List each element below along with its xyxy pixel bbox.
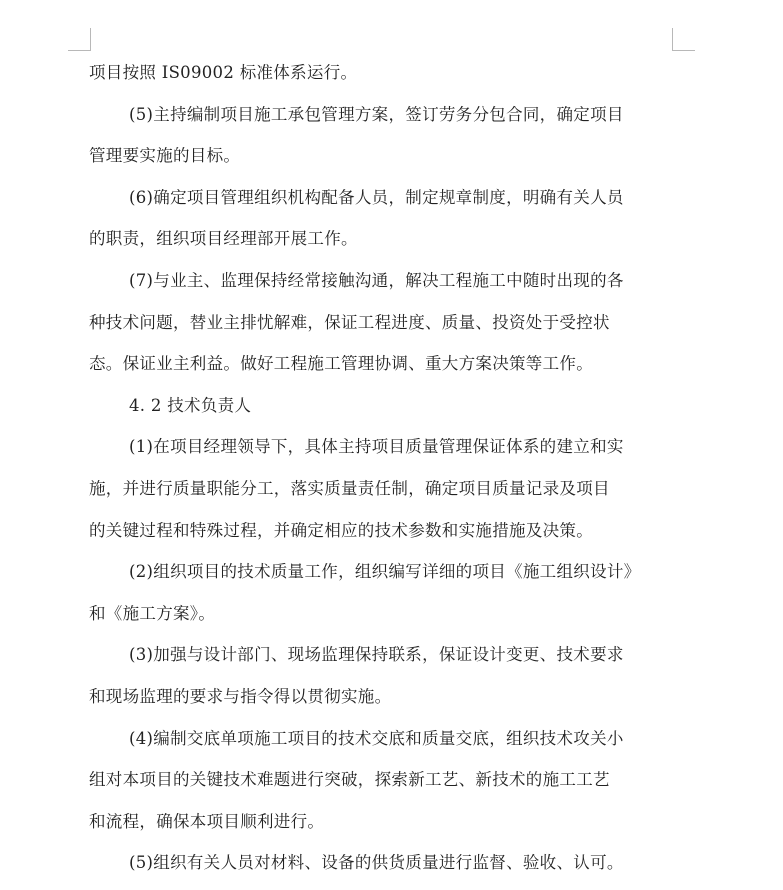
text-line: 种技术问题，替业主排忧解难，保证工程进度、质量、投资处于受控状 [89, 312, 610, 332]
text-line: 的关键过程和特殊过程，并确定相应的技术参数和实施措施及决策。 [89, 520, 593, 540]
text-line: (2)组织项目的技术质量工作，组织编写详细的项目《施工组织设计》 [129, 562, 641, 582]
text-line: 和现场监理的要求与指令得以贯彻实施。 [89, 686, 392, 706]
document-body[interactable] [89, 58, 689, 890]
text-line: 管理要实施的目标。 [89, 146, 241, 166]
text-line: (4)编制交底单项施工项目的技术交底和质量交底，组织技术攻关小 [129, 728, 624, 748]
text-line: 的职责，组织项目经理部开展工作。 [89, 229, 358, 249]
margin-corner-mark-left [68, 28, 91, 51]
text-line: (5)组织有关人员对材料、设备的供货质量进行监督、验收、认可。 [129, 853, 624, 873]
text-line: 项目按照 IS09002 标准体系运行。 [89, 63, 358, 82]
margin-corner-mark-right [672, 28, 695, 51]
text-line: 和《施工方案》。 [89, 603, 216, 623]
text-line: (7)与业主、监理保持经常接触沟通，解决工程施工中随时出现的各 [129, 270, 624, 290]
text-line: (6)确定项目管理组织机构配备人员，制定规章制度，明确有关人员 [129, 187, 624, 207]
text-line: 态。保证业主利益。做好工程施工管理协调、重大方案决策等工作。 [89, 354, 593, 374]
text-line: 施，并进行质量职能分工，落实质量责任制，确定项目质量记录及项目 [89, 478, 610, 498]
text-line: 和流程，确保本项目顺利进行。 [89, 811, 325, 831]
text-line: (3)加强与设计部门、现场监理保持联系，保证设计变更、技术要求 [129, 645, 624, 665]
text-line: (5)主持编制项目施工承包管理方案，签订劳务分包合同，确定项目 [129, 104, 624, 124]
text-line: 4. 2 技术负责人 [129, 395, 252, 415]
text-line: 组对本项目的关键技术难题进行突破，探索新工艺、新技术的施工工艺 [89, 770, 610, 790]
text-line: (1)在项目经理领导下，具体主持项目质量管理保证体系的建立和实 [129, 437, 624, 457]
